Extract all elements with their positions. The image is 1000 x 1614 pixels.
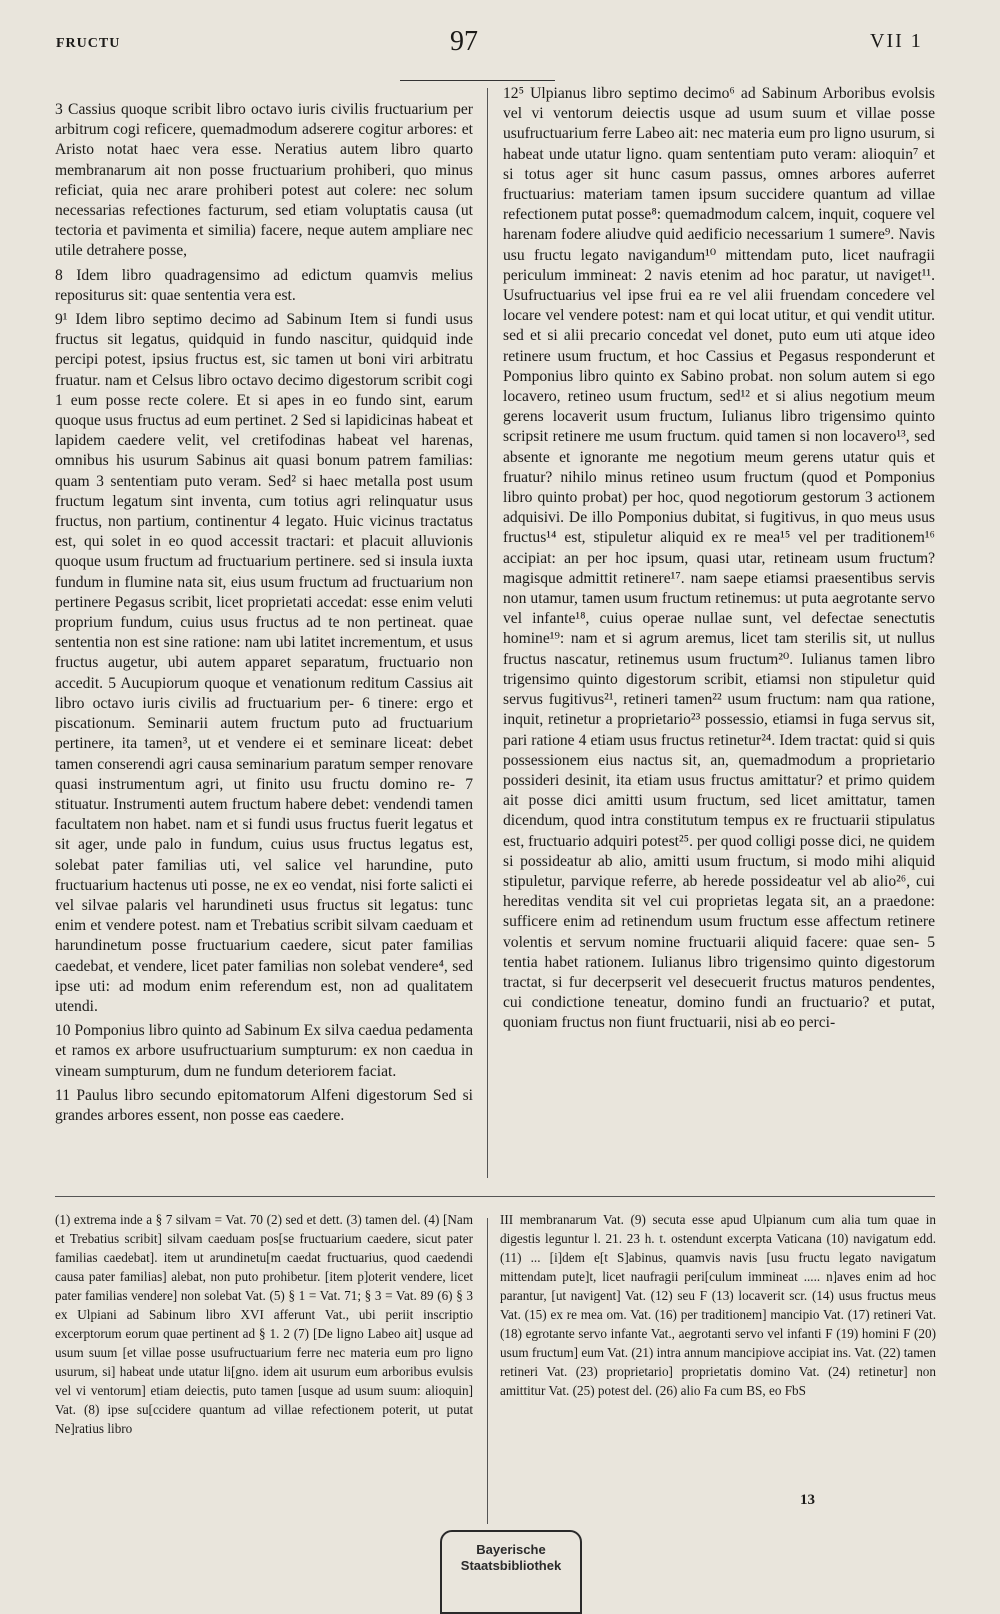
running-header xyxy=(0,26,1000,66)
paragraph: 10 Pomponius libro quinto ad Sabinum Ex silva caedua pedamenta et ramos ex arbore usufructuarium sumpturum: ex non caedua in vineam sumpturum, dum ne fundum deteriorem faciat. xyxy=(55,1022,473,1080)
footnotes-left: (1) extrema inde a § 7 silvam = Vat. 70 (2) sed et dett. (3) tamen del. (4) [Nam et Trebatius scribit] silvam caeduam pos[se fructuarium caedere, sicut pater familias caedebat]. item ut arundinetu[m caedat fructuarius, quod caedendi causa pater familias] alebat, non puto prohibetur. [item p]oterit vendere, licet pater familias vendere] non solebat Vat. (5) § 1 = Vat. 71; § 3 = Vat. 89 (6) § 3 ex Ulpiani ad Sabinum libro XVI afferunt Vat., ubi periit inscriptio excerptorum eorum quae pertinent ad § 1. 2 (7) [De ligno Labeo ait] usque ad usum suum [et villae posse usufructuarium ferre nec materia eum pro ligno usurum, si] habeat unde utatur li[gno. idem ait usurum eum arboribus evulsis vel vi ventorum] etiam deiectis, puto tamen [usque ad usum suum: alioquin] Vat. (8) ipse su[ccidere quantum ad villae refectionem poterit, ut putat Ne]ratius libro xyxy=(55,1212,473,1436)
paragraph: 3 Cassius quoque scribit libro octavo iuris civilis fructuarium per arbitrum cogi reficere, quemadmodum adserere cogitur arbores: et Aristo notat haec vera esse. Neratius autem libro quarto membranarum ait non posse fructuarium prohiberi, quo minus reficiat, quia nec arare prohiberi potest aut colere: nec solum necessarias refectiones facturum, sed etiam voluptatis causa (ut tectoria et pavimenta et similia) facere, neque autem ampliare nec utile detrahere posse, xyxy=(55,101,473,260)
paragraph: 8 Idem libro quadragensimo ad edictum quamvis melius repositurus sit: quae sententia vera est. xyxy=(55,266,473,304)
section-reference: VII 1 xyxy=(870,30,923,52)
stamp-line: Staatsbibliothek xyxy=(460,1558,562,1573)
footnotes-right: III membranarum Vat. (9) secuta esse apud Ulpianum cum alia tum quae in digestis leguntur l. 21. 23 h. t. ostendunt excerpta Vaticana (10) navigatum edd. (11) ... [i]dem e[t S]abinus, quamvis navis [usu fructu legato navigatum mittendam pute]t, licet naufragii peri[culum immineat ..... n]aves enim ad hoc parantur, [ut navigent] Vat. (12) seu F (13) locaverit scr. (14) usus fructus meus Vat. (15) ex re mea om. Vat. (16) per traditionem] mancipio Vat. (17) retineri Vat. (18) egrotante servo infante Vat., aegrotanti servo vel infanti F (19) homini F (20) usum fructum] eum Vat. (21) intra annum mancipiove accipiat ins. Vat. (22) tamen retineri Vat. (23) proprietario] proprietatis domino Vat. (24) retinetur] non amittitur Vat. (25) potest del. (26) alio Fa cum BS, eo FbS xyxy=(500,1212,936,1398)
right-text-column xyxy=(503,84,935,1038)
footnote-column-divider xyxy=(487,1218,488,1524)
column-divider xyxy=(487,88,488,1178)
paragraph: 12⁵ Ulpianus libro septimo decimo⁶ ad Sabinum Arboribus evolsis vel vi ventorum deiectis usque ad usum suum et villae posse usufructuarium ferre Labeo ait: nec materia eum pro ligno usurum, si habeat unde utatur ligno. quam sententiam puto veram: alioquin⁷ et si totus ager sit hunc casum passus, omnes arbores auferret fructuarius: materiam tamen ipsum succidere quantum ad villae refectionem putat posse⁸: quemadmodum calcem, inquit, coquere vel harenam fodere aliudve quid aedificio necessarium 1 sumere⁹. Navis usu fructu legato navigandum¹⁰ mittendam puto, licet naufragii periculum immineat: 2 navis etenim ad hoc paratur, ut naviget¹¹. Usufructuarius vel ipse frui ea re vel alii fruendam concedere vel locare vel vendere potest: nam et qui locat utitur, et qui vendit utitur. sed et si alii precario concedat vel donet, puto eum uti atque ideo retinere usum fructum, et hoc Cassius et Pegasus responderunt et Pomponius libro quinto ex Sabino probat. non solum autem si ego locavero, retineo usum fructum, sed¹² et si alius negotium meum gerens locaverit usum fructum, Iulianus libro trigensimo quinto scripsit retinere me usum fructum. quid tamen si non locavero¹³, sed absente et ignorante me negotium meum gerens utatur quis et fruatur? nihilo minus retineo usum fructum (quod et Pomponius libro quinto probat) per hoc, quod negotiorum gestorum 3 actionem adquisivi. De illo Pomponius dubitat, si fugitivus, in quo meus usus fructus¹⁴ est, stipuletur aliquid ex re mea¹⁵ vel per traditionem¹⁶ accipiat: an per hoc ipsum, quasi utar, retineam usum fructum? magisque admittit retinere¹⁷. nam saepe etiamsi praesentibus servis non utamur, tamen usum fructum retinemus: ut puta aegrotante servo vel infante¹⁸, cuius operae nullae sunt, vel defectae senectutis homine¹⁹: nam et si agrum aremus, licet tam sterilis sit, ut nullus fructus nascatur, retinemus usum fructum²⁰. Iulianus tamen libro trigensimo quinto digestorum scribit, etiamsi non stipuletur quid servus fugitivus²¹, retineri tamen²² usum fructum: nam qua ratione, inquit, retinetur a proprietario²³ possessio, etiamsi in fuga servus sit, pari ratione 4 etiam usus fructus retinetur²⁴. Idem tractat: quid si quis possessionem eius nactus sit, an, quemadmodum a proprietario possideri desinit, ita etiam usus fructus amittatur? et primo quidem ait posse dici amitti usum fructum, sed licet amittatur, tamen dicendum, quod intra constitutum tempus ex re fructuarii stipulatus est, fructuario adquiri potest²⁵. per quod colligi posse dici, ne quidem si possideatur ab alio, amitti usum fructum, si modo mihi aliquid stipuletur, parvique referre, ab herede possideatur vel ab alio²⁶, cui hereditas vendita sit vel cui proprietas legata sit, an a praedone: sufficere enim ad retinendum usum fructum esse affectum retinere volentis et servum nomine fructuarii aliquid facere: quae sen- 5 tentia habet rationem. Iulianus libro trigensimo quinto digestorum tractat, si fur decerpserit vel desecuerit fructus maturos pendentes, cui condictione teneatur, domino fundi an fructuario? et putat, quoniam fructus non fiunt fructuarii, nisi ab eo perci- xyxy=(503,85,935,1032)
footnote-rule xyxy=(55,1196,935,1197)
running-title: FRUCTU xyxy=(56,36,121,51)
left-text-column xyxy=(55,100,473,1130)
paragraph: 9¹ Idem libro septimo decimo ad Sabinum Item si fundi usus fructus sit legatus, quidquid in fundo nascitur, quidquid inde percipi potest, ipsius fructus est, sic tamen ut boni viri arbitratu fruatur. nam et Celsus libro octavo decimo digestorum scribit cogi 1 eum posse recte colere. Et si apes in eo fundo sint, earum quoque usus fructus ad eum pertinet. 2 Sed si lapidicinas habeat et lapidem caedere velit, vel cretifodinas habeat vel harenas, omnibus his usurum Sabinus ait quasi bonum patrem familias: quam 3 sententiam puto veram. Sed² si haec metalla post usum fructum legatum sint inventa, cum totius agri relinquatur usus fructus, non partium, continentur 4 legato. Huic vicinus tractatus est, qui solet in eo quod accessit tractari: et placuit alluvionis quoque usum fructum ad fructuarium pertinere. sed si insula iuxta fundum in flumine nata sit, eius usum fructum ad fructuarium non pertinere Pegasus scribit, licet proprietati accedat: esse enim veluti proprium fundum, cuius usus fructus ad te non pertineat. quae sententia non est sine ratione: nam ubi latitet incrementum, et usus fructus augetur, ubi autem apparet separatum, fructuario non accedit. 5 Aucupiorum quoque et venationum reditum Cassius ait libro octavo iuris civilis ad fructuarium per- 6 tinere: ergo et piscationum. Seminarii autem fructum puto ad fructuarium pertinere, ita tamen³, ut et vendere ei et seminare liceat: debet tamen conserendi agri causa seminarium paratum semper renovare quasi instrumentum agri, ut finito usu fructu domino re- 7 stituatur. Instrumenti autem fructum habere debet: vendendi tamen facultatem non habet. nam et si fundi usus fructus fuerit legatus et sit ager, unde palo in fundum, cuius usus fructus legatus est, solebat pater familias uti, vel salice vel harundine, puto fructuarium hactenus uti posse, ne ex eo vendat, nisi forte salicti ei vel silvae palaris vel harundineti usus fructus sit legatus: tunc enim et vendere potest. nam et Trebatius scribit silvam caeduam et harundinetum posse fructuarium caedere, sicut pater familias caedebat, et vendere, licet pater familias non solebat vendere⁴, sed ipse uti: ad modum enim referendum est, non ad qualitatem utendi. xyxy=(55,311,473,1015)
stamp-line: Bayerische xyxy=(476,1542,546,1557)
paragraph: 11 Paulus libro secundo epitomatorum Alfeni digestorum Sed si grandes arbores essent, non posse eas caedere. xyxy=(55,1086,473,1124)
page-number: 97 xyxy=(450,26,478,57)
header-rule xyxy=(400,80,555,81)
signature-mark: 13 xyxy=(800,1492,815,1508)
library-stamp xyxy=(440,1530,582,1614)
